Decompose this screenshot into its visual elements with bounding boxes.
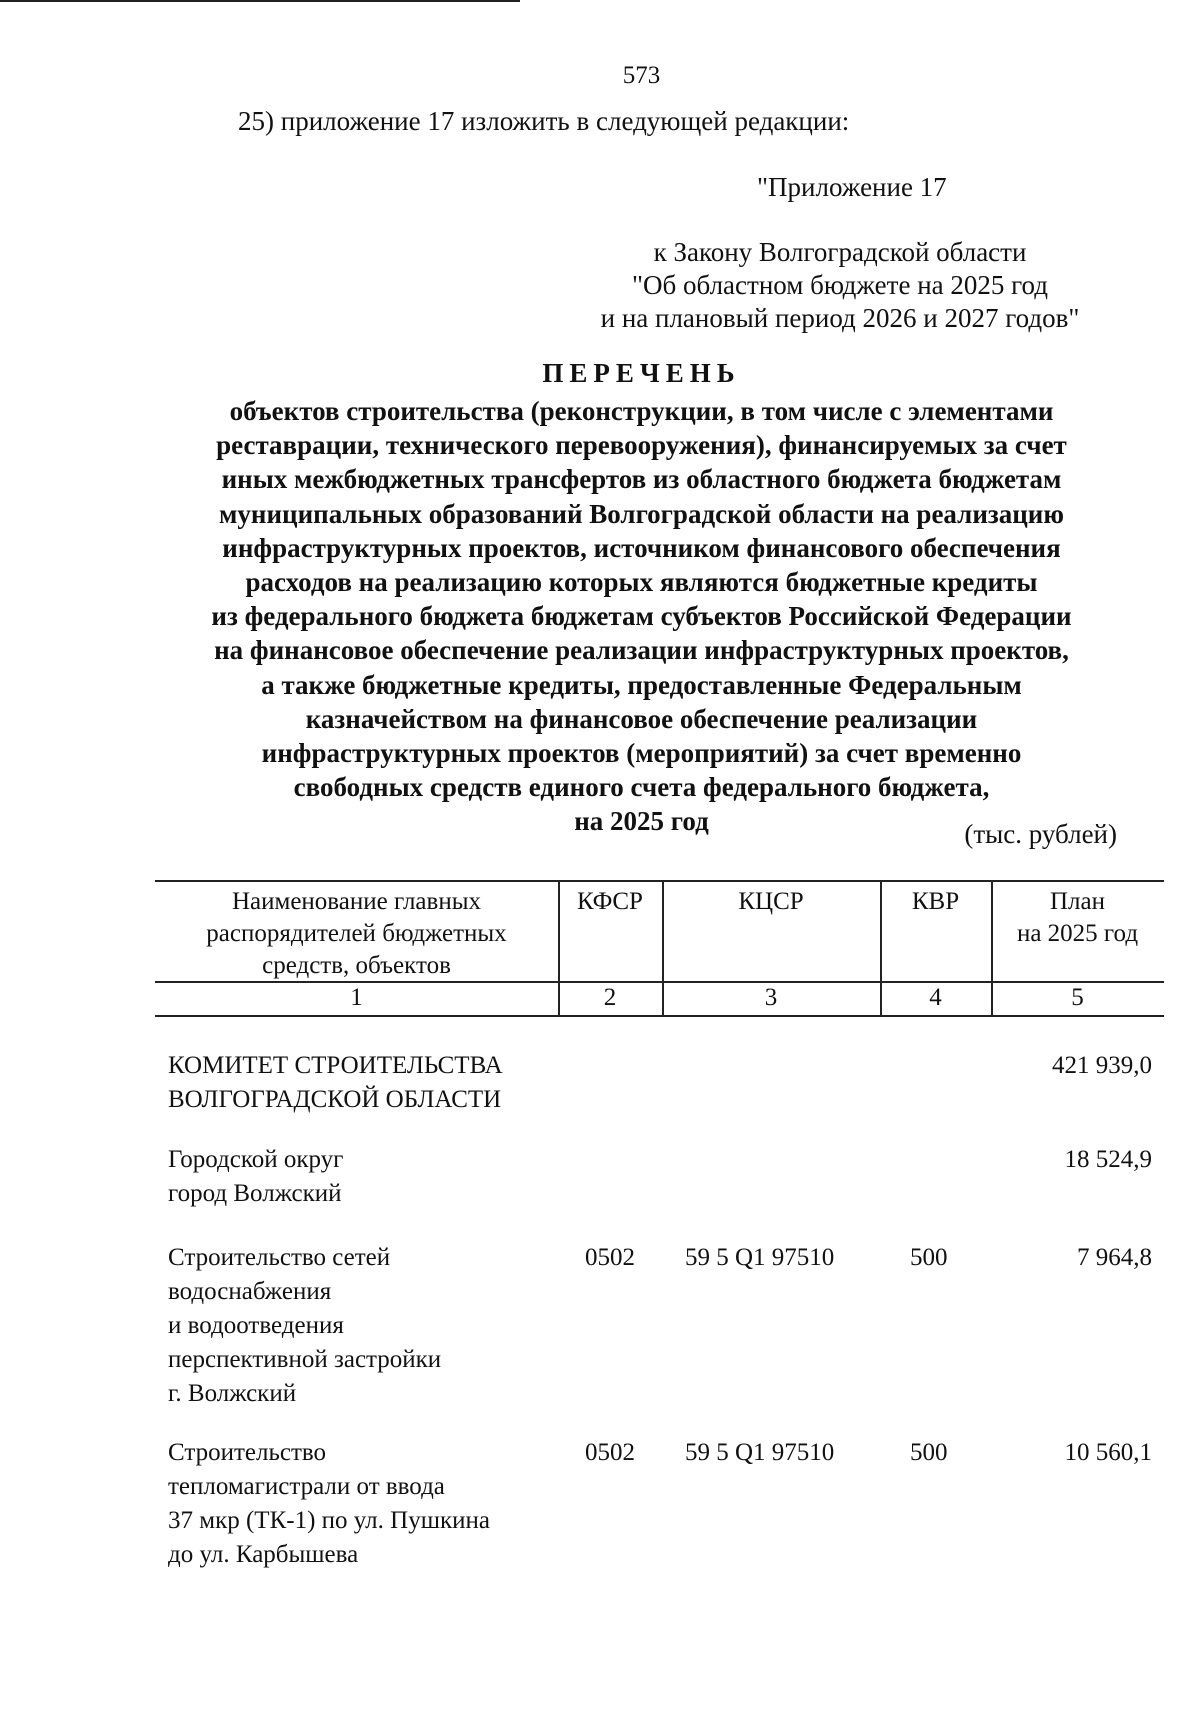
header-kvr: КВР xyxy=(911,888,960,915)
table-top-rule xyxy=(155,880,1164,882)
header-plan: План на 2025 год xyxy=(1016,888,1139,947)
subtitle-line: на 2025 год xyxy=(574,806,709,837)
page-number: 573 xyxy=(622,62,661,89)
header-name: Наименование главных распорядителей бюджетных средств, объектов xyxy=(206,888,507,979)
table-row-name: Строительство тепломагистрали от ввода 37 мкр (ТК-1) по ул. Пушкина до ул. Карбышева xyxy=(168,1439,490,1568)
table-row-name: Городской округ город Волжский xyxy=(168,1146,344,1207)
column-number: 1 xyxy=(350,984,363,1011)
subtitle-line: казначейством на финансовое обеспечение реализации xyxy=(305,703,978,734)
scan-edge-line xyxy=(0,0,520,2)
table-row-plan: 421 939,0 xyxy=(1052,1052,1152,1079)
header-kcsr: КЦСР xyxy=(738,888,804,915)
annex-title: "Приложение 17 xyxy=(757,172,947,202)
table-row-kcsr: 59 5 Q1 97510 xyxy=(685,1439,835,1466)
subtitle-line: расходов на реализацию которых являются бюджетные кредиты xyxy=(245,567,1038,598)
subtitle-line: инфраструктурных проектов, источником финансового обеспечения xyxy=(222,532,1061,563)
units-label: (тыс. рублей) xyxy=(964,819,1117,849)
column-number: 5 xyxy=(1071,984,1084,1011)
table-row-kfsr: 0502 xyxy=(585,1439,635,1466)
table-row-name: КОМИТЕТ СТРОИТЕЛЬСТВА ВОЛГОГРАДСКОЙ ОБЛАСТИ xyxy=(168,1052,503,1113)
list-subtitle xyxy=(170,394,1113,839)
subtitle-line: из федерального бюджета бюджетам субъектов Российской Федерации xyxy=(211,601,1072,632)
table-row-plan: 10 560,1 xyxy=(1064,1439,1152,1466)
table-row-plan: 7 964,8 xyxy=(1077,1244,1152,1271)
subtitle-line: а также бюджетные кредиты, предоставленные Федеральным xyxy=(261,669,1022,700)
annex-ref-line: к Закону Волгоградской области xyxy=(653,237,1027,267)
subtitle-line: муниципальных образований Волгоградской области на реализацию xyxy=(219,498,1064,529)
subtitle-line: объектов строительства (реконструкции, в том числе с элементами xyxy=(229,396,1054,426)
column-number: 3 xyxy=(764,984,778,1011)
column-number: 4 xyxy=(929,984,942,1011)
intro-text: 25) приложение 17 изложить в следующей редакции: xyxy=(238,106,850,136)
subtitle-line: инфраструктурных проектов (мероприятий) за счет временно xyxy=(261,738,1022,769)
table-row-kcsr: 59 5 Q1 97510 xyxy=(685,1244,835,1271)
annex-ref-line: "Об областном бюджете на 2025 год xyxy=(632,270,1048,300)
table-row-kvr: 500 xyxy=(910,1244,948,1271)
subtitle-line: на финансовое обеспечение реализации инфраструктурных проектов, xyxy=(214,635,1069,666)
table-row-kfsr: 0502 xyxy=(585,1244,635,1271)
annex-reference xyxy=(555,236,1125,335)
table-row-name: Строительство сетей водоснабжения и водоотведения перспективной застройки г. Волжский xyxy=(168,1244,442,1407)
header-kfsr: КФСР xyxy=(577,888,643,915)
table-numbers-rule xyxy=(155,1015,1164,1017)
subtitle-line: иных межбюджетных трансфертов из областного бюджета бюджетам xyxy=(221,464,1062,495)
annex-ref-line: и на плановый период 2026 и 2027 годов" xyxy=(600,303,1080,333)
subtitle-line: свободных средств единого счета федерального бюджета, xyxy=(293,772,990,803)
table-row-kvr: 500 xyxy=(910,1439,948,1466)
column-number: 2 xyxy=(603,984,617,1011)
table-row-plan: 18 524,9 xyxy=(1064,1146,1152,1173)
subtitle-line: реставрации, технического перевооружения), финансируемых за счет xyxy=(216,430,1067,461)
list-heading: ПЕРЕЧЕНЬ xyxy=(542,358,741,388)
